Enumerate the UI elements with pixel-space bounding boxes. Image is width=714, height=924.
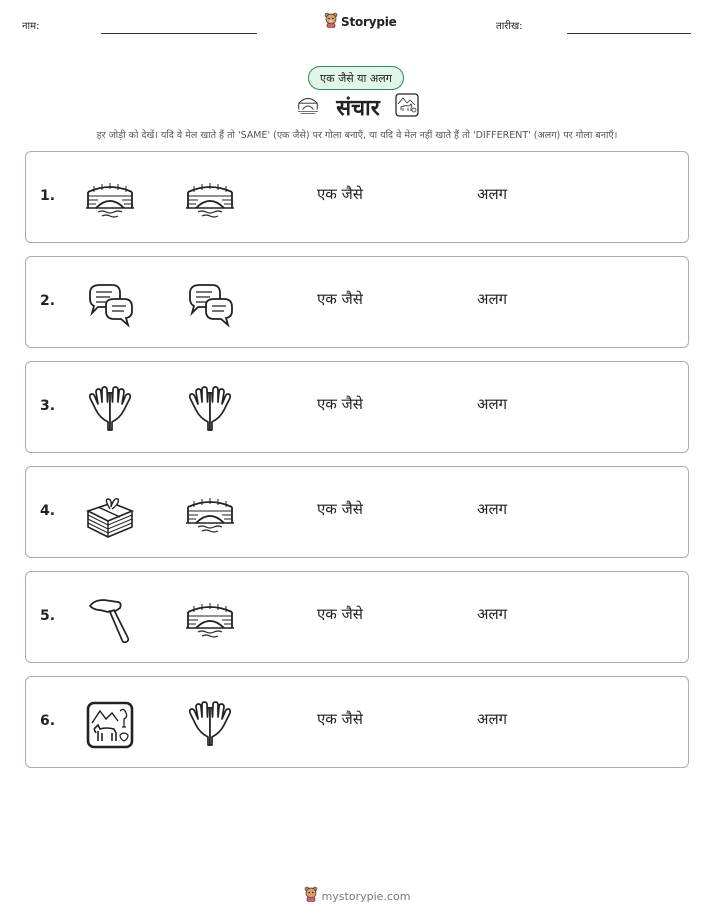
row-number: 3. <box>40 398 56 414</box>
same-option[interactable]: एक जैसे <box>317 185 363 203</box>
row-number: 5. <box>40 608 56 624</box>
date-label: तारीख: <box>496 21 523 32</box>
pair-row <box>25 256 689 348</box>
open-hands-icon <box>184 699 236 751</box>
instruction-text: हर जोड़ी को देखें। यदि वे मेल खाते हैं तो 'SAME' (एक जैसे) पर गोला बनाएँ, या यदि वे मेल नहीं खाते हैं तो 'DIFFERENT' (अलग) पर गोला बनाएँ। <box>96 130 618 141</box>
footer <box>0 886 714 906</box>
same-option[interactable]: एक जैसे <box>317 500 363 518</box>
goat-landscape-icon <box>394 92 420 122</box>
hammer-icon <box>84 594 136 646</box>
same-option[interactable]: एक जैसे <box>317 605 363 623</box>
different-option[interactable]: अलग <box>477 605 508 623</box>
bear-icon <box>324 12 338 32</box>
worksheet-title: संचार <box>336 95 380 121</box>
bridge-icon <box>184 594 236 646</box>
row-number: 1. <box>40 188 56 204</box>
different-option[interactable]: अलग <box>477 710 508 728</box>
different-option[interactable]: अलग <box>477 395 508 413</box>
same-option[interactable]: एक जैसे <box>317 395 363 413</box>
row-number: 2. <box>40 293 56 309</box>
bridge-icon <box>84 174 136 226</box>
same-option[interactable]: एक जैसे <box>317 710 363 728</box>
speech-bubbles-icon <box>184 279 236 331</box>
different-option[interactable]: अलग <box>477 185 508 203</box>
pair-row <box>25 676 689 768</box>
goat-landscape-icon <box>84 699 136 751</box>
pair-row <box>25 466 689 558</box>
letter-bundle-icon <box>84 489 136 541</box>
title-row <box>0 91 714 123</box>
worksheet-header <box>0 0 714 50</box>
row-number: 4. <box>40 503 56 519</box>
worksheet-type-badge: एक जैसे या अलग <box>308 66 404 90</box>
name-label: नाम: <box>22 21 40 32</box>
pair-row <box>25 361 689 453</box>
date-line[interactable] <box>567 33 691 34</box>
name-line[interactable] <box>101 33 257 34</box>
speech-bubbles-icon <box>84 279 136 331</box>
bridge-icon <box>184 489 236 541</box>
brand-logo <box>324 12 397 32</box>
bear-icon <box>304 886 318 906</box>
different-option[interactable]: अलग <box>477 500 508 518</box>
bridge-icon <box>294 93 322 121</box>
bridge-icon <box>184 174 236 226</box>
open-hands-icon <box>84 384 136 436</box>
pair-row <box>25 151 689 243</box>
footer-url[interactable]: mystorypie.com <box>321 889 411 903</box>
same-option[interactable]: एक जैसे <box>317 290 363 308</box>
open-hands-icon <box>184 384 236 436</box>
brand-name: Storypie <box>341 15 397 29</box>
different-option[interactable]: अलग <box>477 290 508 308</box>
pair-row <box>25 571 689 663</box>
row-number: 6. <box>40 713 56 729</box>
